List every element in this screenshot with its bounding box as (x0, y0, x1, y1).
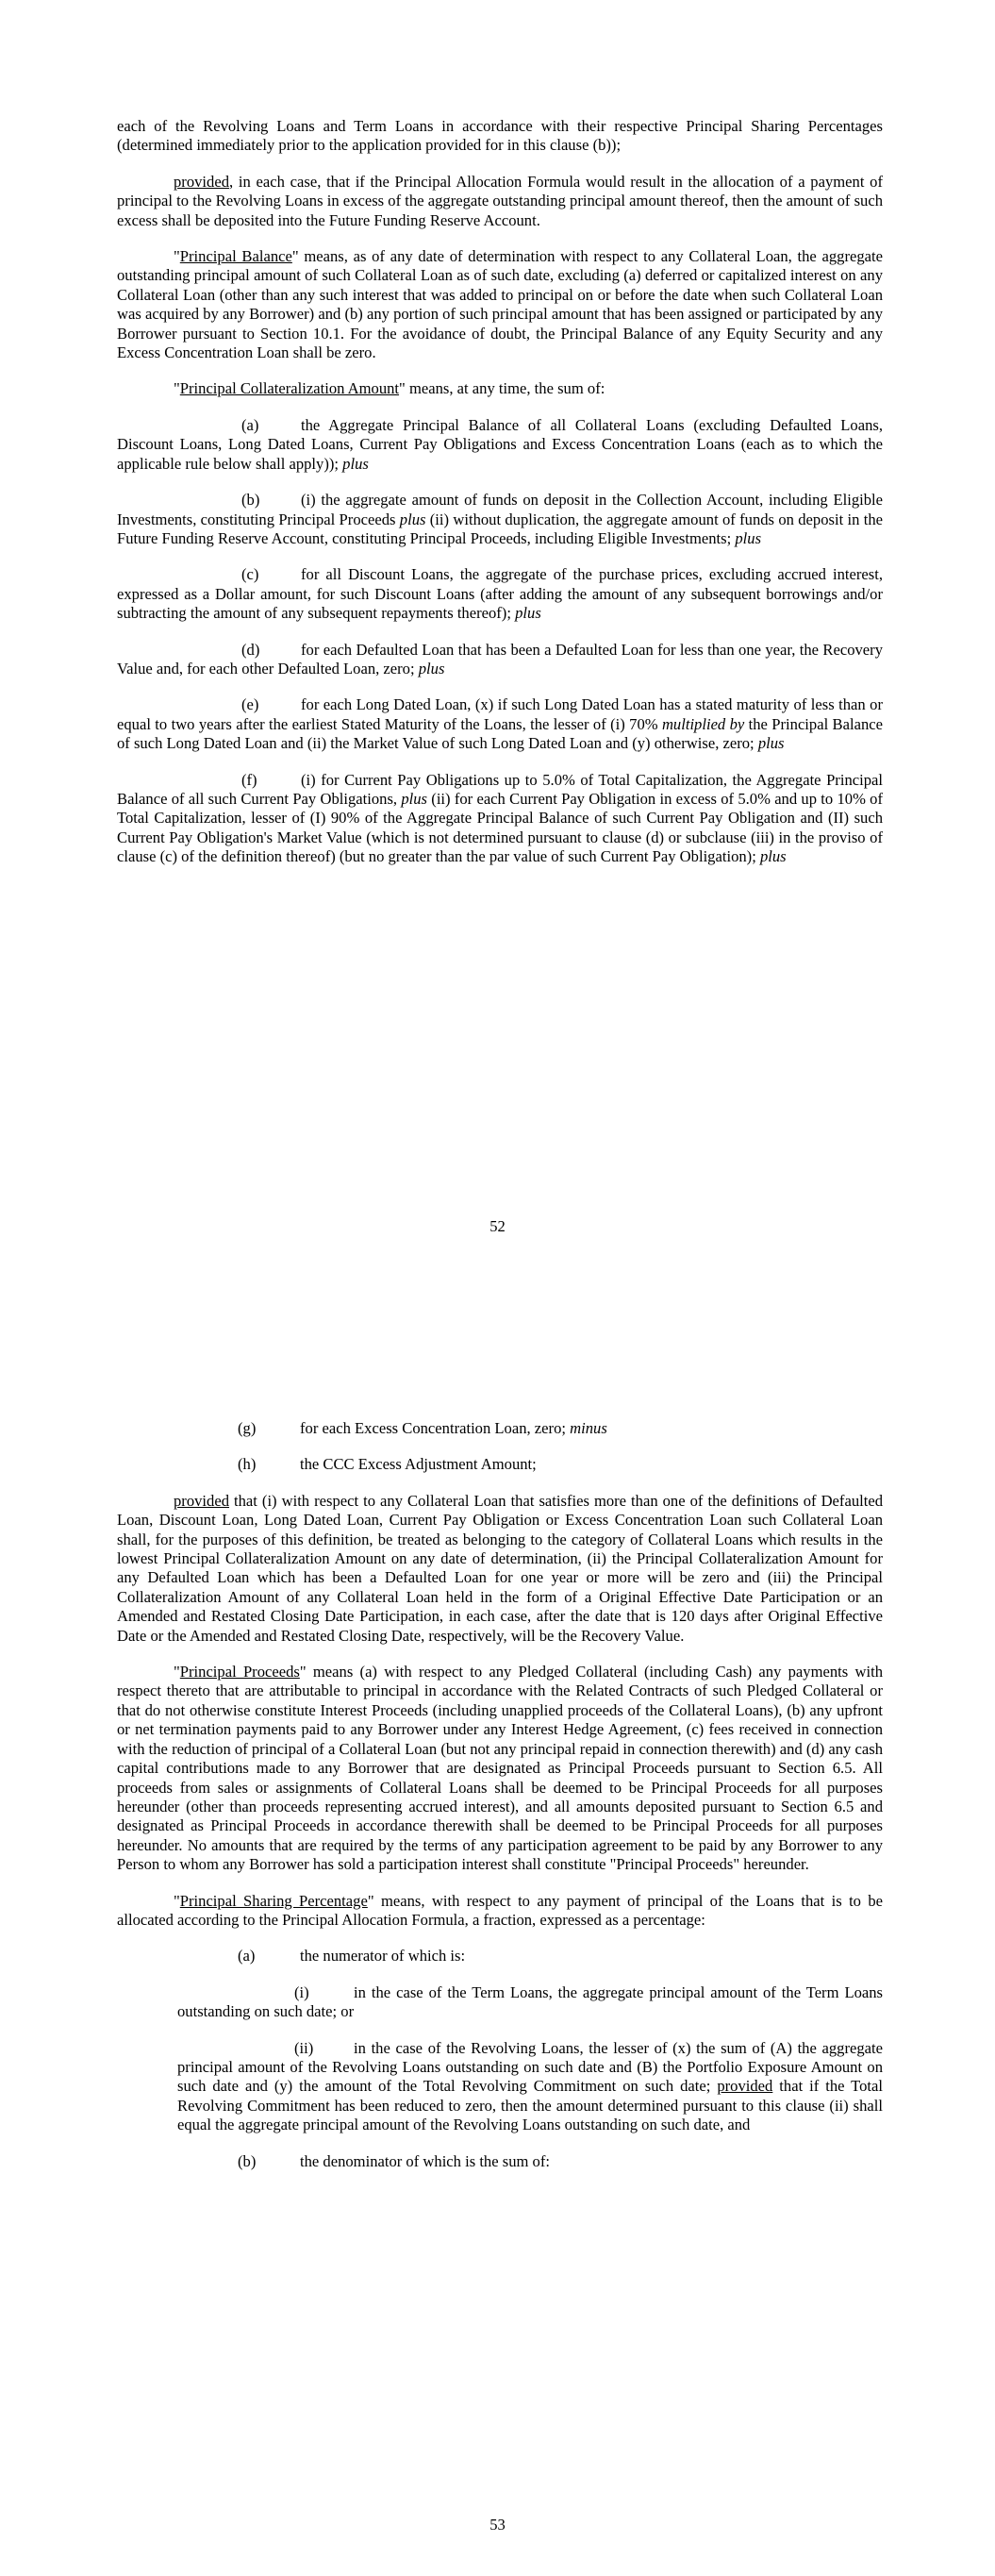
provided-term: provided (717, 2077, 773, 2096)
provided-term: provided (174, 172, 229, 191)
clause-label: (b) (238, 2151, 257, 2170)
clause-ii: (ii) in the case of the Revolving Loans, the lesser of (x) the sum of (A) the aggregate principal amount of the Revolving Loans outstanding on such date and (B) the Portfolio Exposure Amount on such date and (y) the amount of the Total Revolving Commitment on such date; provided that if the Total Revolving Commitment has been reduced to zero, then the amount determined pursuant to this clause (ii) shall equal the aggregate principal amount of the Revolving Loans outstanding on such date, and (177, 2038, 883, 2134)
paragraph-continuation: each of the Revolving Loans and Term Loans in accordance with their respective Principal Sharing Percentages (determined immediately prior to the application provided for in this clause (b)); (117, 117, 883, 155)
page-53 (0, 1302, 995, 2576)
provided-term: provided (174, 1491, 229, 1510)
clause-i: (i) in the case of the Term Loans, the aggregate principal amount of the Term Loans outstanding on such date; or (177, 1982, 883, 2021)
definition-principal-sharing-percentage: "Principal Sharing Percentage" means, with respect to any payment of principal of the Loans that is to be allocated according to the Principal Allocation Formula, a fraction, expressed as a percentage: (117, 1891, 883, 1929)
defined-term: Principal Balance (179, 247, 292, 266)
definition-principal-collateralization-amount: "Principal Collateralization Amount" means, at any time, the sum of: (174, 379, 605, 398)
clause-e: (e) for each Long Dated Loan, (x) if such Long Dated Loan has a stated maturity of less than or equal to two years after the earliest Stated Maturity of the Loans, the lesser of (i) 70% multiplied by the Principal Balance of such Long Dated Loan and (ii) the Market Value of such Long Dated Loan and (y) otherwise, zero; plus (117, 695, 883, 753)
clause-label: (b) (241, 491, 260, 510)
clause-label: (c) (241, 565, 259, 584)
clause-label: (ii) (294, 2038, 314, 2057)
clause-a: (a) the Aggregate Principal Balance of all Collateral Loans (excluding Defaulted Loans, Discount Loans, Long Dated Loans, Current Pay Obligations and Excess Concentration Loans (each as to which the applicable rule below shall apply)); plus (117, 415, 883, 473)
defined-term: Principal Collateralization Amount (179, 379, 400, 398)
clause-label: (i) (294, 1982, 309, 2001)
clause-label: (a) (238, 1947, 256, 1965)
clause-d: (d) for each Defaulted Loan that has been a Defaulted Loan for less than one year, the Recovery Value and, for each other Defaulted Loan, zero; plus (117, 640, 883, 677)
clause-b-denominator: (b) the denominator of which is the sum of: (238, 2151, 550, 2170)
definition-principal-balance: "Principal Balance" means, as of any date of determination with respect to any Collateral Loan, the aggregate outstanding principal amount of such Collateral Loan as of such date, excluding (a) deferred or capitalized interest on any Collateral Loan (other than any such interest that was added to principal on or before the date when such Collateral Loan was acquired by any Borrower) and (b) any portion of such principal amount that has been assigned or participated by any Borrower pursuant to Section 10.1. For the avoidance of doubt, the Principal Balance of any Equity Security and any Excess Concentration Loan shall be zero. (117, 247, 884, 362)
defined-term: Principal Sharing Percentage (179, 1891, 368, 1910)
clause-label: (h) (238, 1455, 257, 1474)
clause-g: (g) for each Excess Concentration Loan, zero; minus (238, 1419, 607, 1437)
definition-principal-proceeds: "Principal Proceeds" means (a) with respect to any Pledged Collateral (including Cash) any payments with respect thereto that are attributable to principal in accordance with the Related Contracts of such Pledged Collateral or that do not otherwise constitute Interest Proceeds (including unapplied proceeds of the Collateral Loans), (b) any upfront or net termination payments paid to any Borrower under any Interest Hedge Agreement, (c) fees received in connection with the reduction of principal of a Collateral Loan (but not any principal repaid in connection therewith) and (d) any cash capital contributions made to any Borrower that are designated as Principal Proceeds pursuant to Section 6.5. All proceeds from sales or assignments of Collateral Loans shall be deemed to be Principal Proceeds for all purposes hereunder (other than proceeds representing accrued interest), and all amounts deposited pursuant to Section 6.5 and designated as Principal Proceeds in accordance therewith shall be deemed to be Principal Proceeds for all purposes hereunder. No amounts that are required by the terms of any participation agreement to be paid by any Borrower to any Person to whom any Borrower has sold a participation interest shall constitute "Principal Proceeds" hereunder. (117, 1663, 883, 1874)
clause-c: (c) for all Discount Loans, the aggregate of the purchase prices, excluding accrued interest, expressed as a Dollar amount, for such Discount Loans (after adding the amount of any subsequent borrowings and/or subtracting the amount of any subsequent repayments thereof); plus (117, 565, 883, 623)
page-number: 53 (489, 2516, 506, 2534)
clause-h: (h) the CCC Excess Adjustment Amount; (238, 1455, 537, 1474)
page-53-body (117, 1419, 883, 2188)
page-52-body (117, 117, 883, 884)
clause-label: (a) (241, 415, 259, 434)
paragraph-provided: provided, in each case, that if the Principal Allocation Formula would result in the allocation of a payment of principal to the Revolving Loans in excess of the aggregate outstanding principal amount thereof, then the amount of such excess shall be deposited into the Future Funding Reserve Account. (117, 172, 883, 229)
clause-label: (e) (241, 695, 259, 714)
clause-a-numerator: (a) the numerator of which is: (238, 1947, 466, 1965)
clause-f: (f) (i) for Current Pay Obligations up to 5.0% of Total Capitalization, the Aggregate Principal Balance of all such Current Pay Obligations, plus (ii) for each Current Pay Obligation in excess of 5.0% and up to 10% of Total Capitalization, lesser of (I) 90% of the Aggregate Principal Balance of such Current Pay Obligation and (II) such Current Pay Obligation's Market Value (which is not determined pursuant to clause (d) or subclause (iii) in the proviso of clause (c) of the definition thereof) (but no greater than the par value of such Current Pay Obligation); plus (117, 770, 883, 866)
page-number: 52 (489, 1217, 506, 1235)
clause-b: (b) (i) the aggregate amount of funds on deposit in the Collection Account, including Eligible Investments, constituting Principal Proceeds plus (ii) without duplication, the aggregate amount of funds on deposit in the Future Funding Reserve Account, constituting Principal Proceeds, including Eligible Investments; plus (117, 491, 883, 547)
clause-label: (f) (241, 770, 257, 789)
clause-label: (d) (241, 640, 260, 659)
paragraph-provided: provided that (i) with respect to any Collateral Loan that satisfies more than one of the definitions of Defaulted Loan, Discount Loan, Long Dated Loan, Current Pay Obligation or Excess Concentration Loan such Collateral Loan shall, for the purposes of this definition, be treated as belonging to the category of Collateral Loans which results in the lowest Principal Collateralization Amount on any date of determination, (ii) the Principal Collateralization Amount for any Defaulted Loan which has been a Defaulted Loan for one year or more will be zero and (iii) the Principal Collateralization Amount of any Collateral Loan held in the form of a Original Effective Date Participation or an Amended and Restated Closing Date Participation, in each case, after the date that is 120 days after Original Effective Date or the Amended and Restated Closing Date, respectively, will be the Recovery Value. (117, 1491, 883, 1645)
defined-term: Principal Proceeds (179, 1663, 300, 1681)
clause-label: (g) (238, 1419, 257, 1437)
